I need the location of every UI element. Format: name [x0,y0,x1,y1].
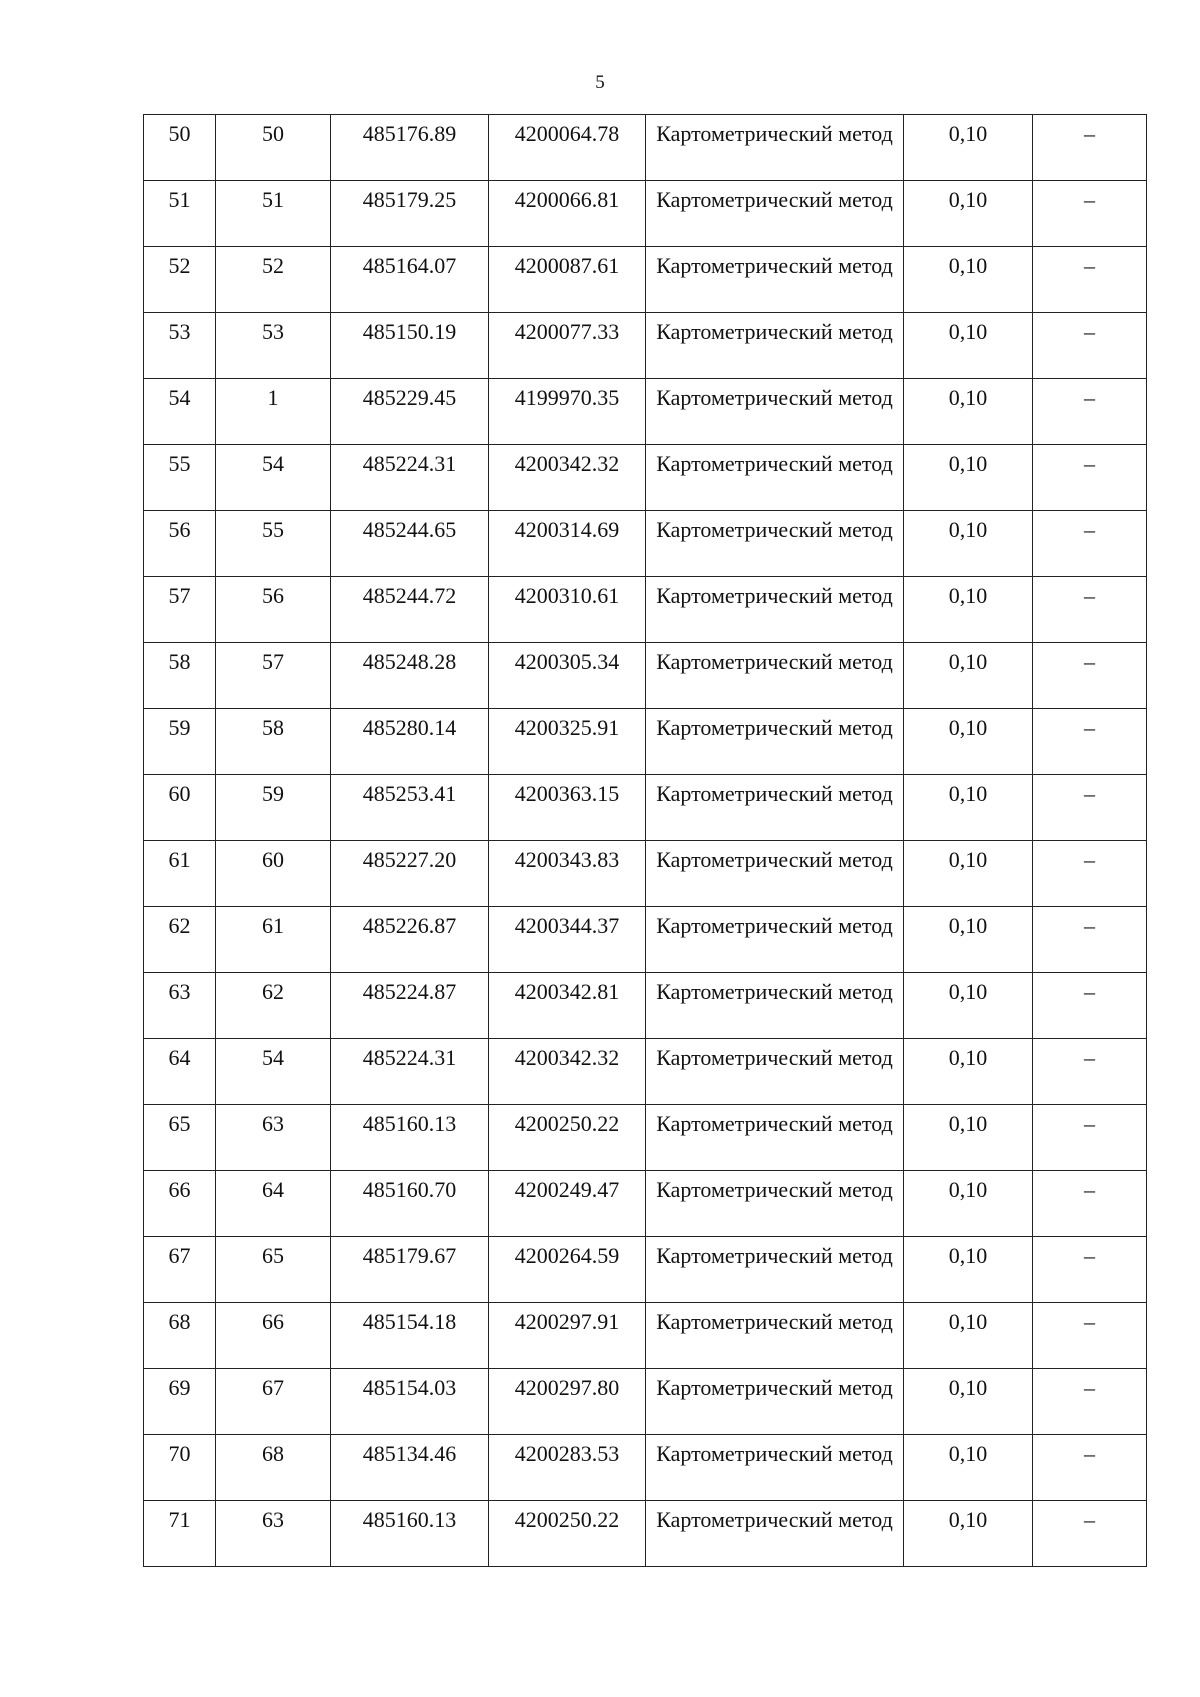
x-coordinate-cell: 485253.41 [331,775,489,841]
x-coordinate-cell: 485227.20 [331,841,489,907]
y-coordinate-cell: 4200064.78 [489,115,646,181]
description-cell: – [1033,181,1147,247]
row-number-cell: 62 [144,907,216,973]
y-coordinate-cell: 4200342.32 [489,445,646,511]
coordinates-table [143,114,1147,1567]
table-row [144,1039,1147,1105]
row-number-cell: 65 [144,1105,216,1171]
y-coordinate-cell: 4199970.35 [489,379,646,445]
description-cell: – [1033,973,1147,1039]
x-coordinate-cell: 485160.13 [331,1105,489,1171]
method-cell: Картометрический метод [646,1303,904,1369]
description-cell: – [1033,775,1147,841]
point-number-cell: 63 [216,1105,331,1171]
point-number-cell: 65 [216,1237,331,1303]
coordinates-table-body [144,115,1147,1567]
point-number-cell: 59 [216,775,331,841]
method-cell: Картометрический метод [646,1369,904,1435]
table-row [144,709,1147,775]
table-row [144,841,1147,907]
row-number-cell: 61 [144,841,216,907]
row-number-cell: 64 [144,1039,216,1105]
row-number-cell: 69 [144,1369,216,1435]
y-coordinate-cell: 4200305.34 [489,643,646,709]
point-number-cell: 67 [216,1369,331,1435]
table-row [144,445,1147,511]
y-coordinate-cell: 4200342.32 [489,1039,646,1105]
method-cell: Картометрический метод [646,115,904,181]
accuracy-cell: 0,10 [904,841,1033,907]
table-row [144,1303,1147,1369]
x-coordinate-cell: 485244.65 [331,511,489,577]
x-coordinate-cell: 485176.89 [331,115,489,181]
accuracy-cell: 0,10 [904,1369,1033,1435]
row-number-cell: 70 [144,1435,216,1501]
table-row [144,1435,1147,1501]
accuracy-cell: 0,10 [904,1435,1033,1501]
x-coordinate-cell: 485224.31 [331,445,489,511]
point-number-cell: 54 [216,1039,331,1105]
accuracy-cell: 0,10 [904,907,1033,973]
y-coordinate-cell: 4200363.15 [489,775,646,841]
row-number-cell: 50 [144,115,216,181]
description-cell: – [1033,841,1147,907]
description-cell: – [1033,1105,1147,1171]
description-cell: – [1033,1171,1147,1237]
y-coordinate-cell: 4200250.22 [489,1105,646,1171]
description-cell: – [1033,247,1147,313]
y-coordinate-cell: 4200077.33 [489,313,646,379]
x-coordinate-cell: 485248.28 [331,643,489,709]
method-cell: Картометрический метод [646,1435,904,1501]
x-coordinate-cell: 485280.14 [331,709,489,775]
x-coordinate-cell: 485154.03 [331,1369,489,1435]
description-cell: – [1033,1303,1147,1369]
method-cell: Картометрический метод [646,709,904,775]
point-number-cell: 54 [216,445,331,511]
accuracy-cell: 0,10 [904,1105,1033,1171]
y-coordinate-cell: 4200343.83 [489,841,646,907]
accuracy-cell: 0,10 [904,511,1033,577]
table-row [144,973,1147,1039]
row-number-cell: 60 [144,775,216,841]
x-coordinate-cell: 485179.67 [331,1237,489,1303]
row-number-cell: 52 [144,247,216,313]
page-number: 5 [595,72,605,93]
method-cell: Картометрический метод [646,181,904,247]
x-coordinate-cell: 485150.19 [331,313,489,379]
method-cell: Картометрический метод [646,445,904,511]
table-row [144,1369,1147,1435]
description-cell: – [1033,379,1147,445]
method-cell: Картометрический метод [646,1171,904,1237]
table-row [144,115,1147,181]
point-number-cell: 51 [216,181,331,247]
method-cell: Картометрический метод [646,907,904,973]
description-cell: – [1033,1039,1147,1105]
accuracy-cell: 0,10 [904,115,1033,181]
x-coordinate-cell: 485244.72 [331,577,489,643]
table-row [144,1105,1147,1171]
accuracy-cell: 0,10 [904,775,1033,841]
accuracy-cell: 0,10 [904,577,1033,643]
accuracy-cell: 0,10 [904,1171,1033,1237]
x-coordinate-cell: 485134.46 [331,1435,489,1501]
row-number-cell: 53 [144,313,216,379]
accuracy-cell: 0,10 [904,1303,1033,1369]
table-row [144,379,1147,445]
table-row [144,643,1147,709]
point-number-cell: 66 [216,1303,331,1369]
y-coordinate-cell: 4200087.61 [489,247,646,313]
row-number-cell: 66 [144,1171,216,1237]
y-coordinate-cell: 4200066.81 [489,181,646,247]
row-number-cell: 54 [144,379,216,445]
row-number-cell: 63 [144,973,216,1039]
y-coordinate-cell: 4200250.22 [489,1501,646,1567]
method-cell: Картометрический метод [646,841,904,907]
point-number-cell: 68 [216,1435,331,1501]
x-coordinate-cell: 485179.25 [331,181,489,247]
row-number-cell: 71 [144,1501,216,1567]
description-cell: – [1033,313,1147,379]
table-row [144,1171,1147,1237]
row-number-cell: 55 [144,445,216,511]
method-cell: Картометрический метод [646,1039,904,1105]
accuracy-cell: 0,10 [904,445,1033,511]
accuracy-cell: 0,10 [904,1237,1033,1303]
point-number-cell: 56 [216,577,331,643]
y-coordinate-cell: 4200264.59 [489,1237,646,1303]
description-cell: – [1033,445,1147,511]
y-coordinate-cell: 4200310.61 [489,577,646,643]
x-coordinate-cell: 485160.13 [331,1501,489,1567]
point-number-cell: 62 [216,973,331,1039]
description-cell: – [1033,1237,1147,1303]
point-number-cell: 57 [216,643,331,709]
y-coordinate-cell: 4200297.80 [489,1369,646,1435]
point-number-cell: 52 [216,247,331,313]
row-number-cell: 51 [144,181,216,247]
table-row [144,511,1147,577]
point-number-cell: 53 [216,313,331,379]
x-coordinate-cell: 485224.87 [331,973,489,1039]
accuracy-cell: 0,10 [904,1501,1033,1567]
point-number-cell: 1 [216,379,331,445]
point-number-cell: 50 [216,115,331,181]
accuracy-cell: 0,10 [904,313,1033,379]
table-row [144,775,1147,841]
row-number-cell: 67 [144,1237,216,1303]
description-cell: – [1033,907,1147,973]
method-cell: Картометрический метод [646,379,904,445]
y-coordinate-cell: 4200249.47 [489,1171,646,1237]
x-coordinate-cell: 485154.18 [331,1303,489,1369]
method-cell: Картометрический метод [646,1237,904,1303]
table-row [144,247,1147,313]
table-row [144,907,1147,973]
x-coordinate-cell: 485160.70 [331,1171,489,1237]
description-cell: – [1033,577,1147,643]
y-coordinate-cell: 4200342.81 [489,973,646,1039]
method-cell: Картометрический метод [646,577,904,643]
accuracy-cell: 0,10 [904,709,1033,775]
table-row [144,1501,1147,1567]
point-number-cell: 63 [216,1501,331,1567]
x-coordinate-cell: 485229.45 [331,379,489,445]
row-number-cell: 56 [144,511,216,577]
description-cell: – [1033,1435,1147,1501]
y-coordinate-cell: 4200283.53 [489,1435,646,1501]
accuracy-cell: 0,10 [904,181,1033,247]
description-cell: – [1033,115,1147,181]
method-cell: Картометрический метод [646,1105,904,1171]
accuracy-cell: 0,10 [904,379,1033,445]
method-cell: Картометрический метод [646,247,904,313]
y-coordinate-cell: 4200297.91 [489,1303,646,1369]
method-cell: Картометрический метод [646,511,904,577]
description-cell: – [1033,1501,1147,1567]
accuracy-cell: 0,10 [904,973,1033,1039]
method-cell: Картометрический метод [646,1501,904,1567]
point-number-cell: 60 [216,841,331,907]
table-row [144,577,1147,643]
y-coordinate-cell: 4200314.69 [489,511,646,577]
point-number-cell: 61 [216,907,331,973]
y-coordinate-cell: 4200325.91 [489,709,646,775]
description-cell: – [1033,1369,1147,1435]
method-cell: Картометрический метод [646,643,904,709]
method-cell: Картометрический метод [646,973,904,1039]
point-number-cell: 58 [216,709,331,775]
point-number-cell: 55 [216,511,331,577]
x-coordinate-cell: 485224.31 [331,1039,489,1105]
point-number-cell: 64 [216,1171,331,1237]
row-number-cell: 57 [144,577,216,643]
description-cell: – [1033,709,1147,775]
x-coordinate-cell: 485164.07 [331,247,489,313]
table-row [144,181,1147,247]
table-row [144,313,1147,379]
table-row [144,1237,1147,1303]
accuracy-cell: 0,10 [904,643,1033,709]
description-cell: – [1033,643,1147,709]
method-cell: Картометрический метод [646,775,904,841]
y-coordinate-cell: 4200344.37 [489,907,646,973]
x-coordinate-cell: 485226.87 [331,907,489,973]
row-number-cell: 68 [144,1303,216,1369]
accuracy-cell: 0,10 [904,1039,1033,1105]
row-number-cell: 59 [144,709,216,775]
accuracy-cell: 0,10 [904,247,1033,313]
description-cell: – [1033,511,1147,577]
row-number-cell: 58 [144,643,216,709]
method-cell: Картометрический метод [646,313,904,379]
